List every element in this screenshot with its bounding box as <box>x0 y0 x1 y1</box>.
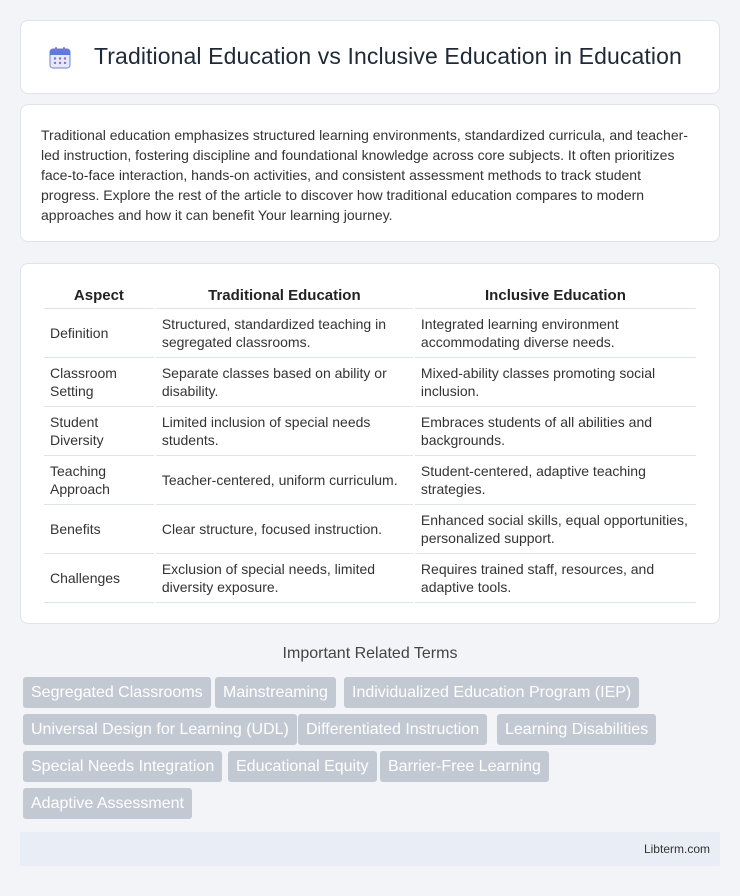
table-row <box>44 358 696 407</box>
table-cell-aspect: Teaching Approach <box>44 456 154 505</box>
related-tag-segregated-classrooms[interactable]: Segregated Classrooms <box>23 677 211 708</box>
table-cell-traditional: Teacher-centered, uniform curriculum. <box>156 456 413 505</box>
header-card <box>20 20 720 94</box>
table-cell-inclusive: Requires trained staff, resources, and adaptive tools. <box>415 554 696 603</box>
table-cell-inclusive: Enhanced social skills, equal opportunities, personalized support. <box>415 505 696 554</box>
table-cell-inclusive: Embraces students of all abilities and backgrounds. <box>415 407 696 456</box>
table-row <box>44 554 696 603</box>
footer-site-link[interactable]: Libterm.com <box>643 842 710 856</box>
table-row <box>44 309 696 358</box>
table-row <box>44 456 696 505</box>
header-traditional: Traditional Education <box>156 284 413 309</box>
table-cell-traditional: Clear structure, focused instruction. <box>156 505 413 554</box>
related-tag-adaptive-assessment[interactable]: Adaptive Assessment <box>23 788 192 819</box>
intro-paragraph: Traditional education emphasizes structured learning environments, standardized curricula, and teacher-led instruction, fostering discipline and foundational knowledge across core subjects. It often prioritizes face-to-face interaction, hands-on activities, and consistent assessment methods to track student progress. Explore the rest of the article to discover how traditional education compares to modern approaches and how it can benefit Your learning journey. <box>41 127 688 223</box>
calendar-icon <box>47 45 73 71</box>
related-tag-educational-equity[interactable]: Educational Equity <box>228 751 377 782</box>
footer <box>20 832 720 866</box>
table-header-row <box>44 284 696 309</box>
comparison-table <box>42 284 698 603</box>
table-cell-aspect: Student Diversity <box>44 407 154 456</box>
related-tag-iep[interactable]: Individualized Education Program (IEP) <box>344 677 639 708</box>
table-cell-traditional: Separate classes based on ability or disability. <box>156 358 413 407</box>
table-cell-inclusive: Student-centered, adaptive teaching strategies. <box>415 456 696 505</box>
related-tag-barrier-free-learning[interactable]: Barrier-Free Learning <box>380 751 549 782</box>
table-row <box>44 505 696 554</box>
comparison-table-card <box>20 263 720 624</box>
related-tag-learning-disabilities[interactable]: Learning Disabilities <box>497 714 656 745</box>
related-tag-differentiated-instruction[interactable]: Differentiated Instruction <box>298 714 487 745</box>
related-tag-special-needs-integration[interactable]: Special Needs Integration <box>23 751 222 782</box>
related-terms-title: Important Related Terms <box>282 645 458 662</box>
header-inclusive: Inclusive Education <box>415 284 696 309</box>
table-cell-traditional: Structured, standardized teaching in segregated classrooms. <box>156 309 413 358</box>
table-cell-aspect: Challenges <box>44 554 154 603</box>
table-cell-traditional: Limited inclusion of special needs students. <box>156 407 413 456</box>
header-aspect: Aspect <box>44 284 154 309</box>
table-cell-inclusive: Integrated learning environment accommodating diverse needs. <box>415 309 696 358</box>
table-cell-traditional: Exclusion of special needs, limited diversity exposure. <box>156 554 413 603</box>
intro-card <box>20 104 720 242</box>
table-cell-aspect: Definition <box>44 309 154 358</box>
table-cell-inclusive: Mixed-ability classes promoting social inclusion. <box>415 358 696 407</box>
related-tag-udl[interactable]: Universal Design for Learning (UDL) <box>23 714 297 745</box>
table-row <box>44 407 696 456</box>
table-cell-aspect: Benefits <box>44 505 154 554</box>
page-title: Traditional Education vs Inclusive Education in Education <box>94 43 682 69</box>
related-tag-mainstreaming[interactable]: Mainstreaming <box>215 677 336 708</box>
table-cell-aspect: Classroom Setting <box>44 358 154 407</box>
